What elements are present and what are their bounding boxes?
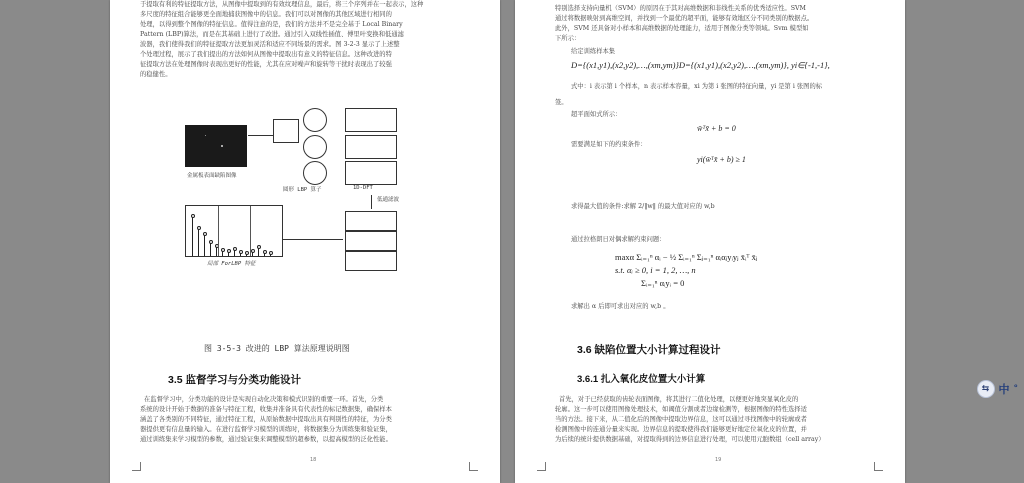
lbp-circle-2 [303,135,327,159]
signal-plot-1 [345,108,397,132]
hyperplane-label: 超平面如式所示： [571,111,622,118]
page-corner-mark [874,462,883,471]
paragraph-line: 于提取有利的特征提取方法，从图像中提取到的有效纹理信息，最后，将三个序列并在一起表示，这种 [140,1,424,8]
paragraph-line: 个处理过程，展示了我们提出的方法如何从图像中提取出有意义的特征信息。这种改进的特 [140,51,392,58]
equation-dual-constraint: s.t. αᵢ ≥ 0, i = 1, 2, …, n [615,265,696,275]
document-page-left [110,0,500,483]
equation-constraint: yi(w̄ᵀx̄ + b) ≥ 1 [697,155,746,164]
lbp-patch [273,119,299,143]
paragraph-line: 波器，我们使得我们的特征提取方法更加灵活和适应不同场景的需求。图 3-2-3 显示了上述整 [140,41,400,48]
section-heading-3-6-1: 3.6.1 扎入氧化皮位置大小计算 [577,374,706,385]
filtered-plot-1 [345,211,397,231]
section-heading-3-5: 3.5 监督学习与分类功能设计 [168,374,302,386]
paragraph-line: Pattern (LBP)算法，而是在其基础上进行了改进。通过引入双线性插值、傅里叶变换和低通滤 [140,31,404,38]
lbp-figure [185,105,425,275]
equation-dual-sum: Σᵢ₌₁ⁿ αᵢyᵢ = 0 [641,278,685,288]
maximize-label: 求得最大值的条件:求解 2/‖w‖ 的最大值对应的 w,b [571,203,715,210]
dots-icon[interactable]: ° [1013,384,1018,394]
ime-toolbar[interactable] [977,380,1019,398]
dual-label: 通过拉格朗日对偶求解约束问题： [571,236,666,243]
solve-label: 求解出 α 后即可求出对应的 w,b 。 [571,303,670,310]
paragraph-line: 多尺度的特征组合能够更全面地捕获图像中的信息。我们可以对图像的其他区域进行相同的 [140,11,392,18]
language-toggle[interactable]: 中 [998,383,1010,396]
page-number: 19 [715,457,722,463]
signal-plot-2 [345,135,397,159]
paragraph-line: 当的方法。接下来，从二值化后的图像中提取边界信息，这可以通过寻找图像中的轮廓或者 [555,416,807,423]
figure-caption: 图 3-5-3 改进的 LBP 算法原理说明图 [204,344,350,353]
paragraph-line: 涵盖了各类别的不同特征，通过特征工程，从原始数据中提取出具有判别性的特征，为分类 [140,416,392,423]
lbp-circle-3 [303,161,327,185]
page-number: 18 [310,457,317,463]
paragraph-line: 的稳健性。 [140,71,172,78]
equation-hyperplane: w̄ᵀx̄ + b = 0 [697,124,736,133]
equation-dataset: D={(x1,y1),(x2,y2),…,(xm,ym)}D={(x1,y1),(x2,y2),…,(xm,ym)}, yi∈{-1,-1}, [571,60,830,70]
paragraph-line: 系统的设计开始于数据的准备与特征工程，收集并准备具有代表性的标记数据集，确保样本 [140,406,392,413]
paragraph-line: 通过训练集来学习模型的参数，通过验证集来调整模型的超参数，以提高模型的泛化性能。 [140,436,392,443]
equation-dual-objective: maxα Σᵢ₌₁ⁿ αᵢ − ½ Σᵢ₌₁ⁿ Σⱼ₌₁ⁿ αᵢαⱼyᵢyⱼ x̄ᵢᵀ x̄ⱼ [615,252,758,262]
figure-label-lbp: 圆形 LBP 算子 [283,187,322,193]
paragraph-line: 通过将数据映射到高维空间，并找到一个最优的超平面，能够有效地区分不同类别的数据点。 [555,15,814,22]
paragraph-line: 特别选择支持向量机（SVM）的原因在于其对高维数据和非线性关系的优秀适应性。SVM [555,5,807,12]
filtered-plot-2 [345,231,397,251]
ime-icon[interactable]: ⇆ [977,380,995,398]
constraint-label: 需要满足如下的约束条件： [571,141,647,148]
training-set-label: 给定训练样本集 [571,48,616,55]
paragraph-line: 首先，对于已经获取的齿轮表面图像，将其进行二值化处理，以便更好地突显氧化皮的 [559,396,799,403]
page-corner-mark [537,462,546,471]
paragraph-line: 器提供更有信息量的输入。在进行监督学习模型的训练时，将数据集分为训练集和验证集， [140,426,392,433]
figure-label-lowpass: 低通滤波 [377,197,400,203]
page-corner-mark [469,462,478,471]
lbp-circle-1 [303,108,327,132]
metal-surface-image [185,125,247,167]
document-page-right [515,0,905,483]
page-corner-mark [132,462,141,471]
paragraph-line: 轮廓。这一步可以使用图像处理技术，如阈值分割或者边缘检测等，根据图像的特性选择适 [555,406,807,413]
paragraph-line: 下所示： [555,35,581,42]
paragraph-line: 此外，SVM 还具备对小样本和高维数据的处理能力，适用于图像分类等领域。Svm 模型如 [555,25,809,32]
paragraph-line: 处理，以得到整个图像的特征信息。值得注意的是，我们的方法并不是完全基于 Local Binary [140,21,403,28]
signal-plot-3 [345,161,397,185]
paragraph-line: 检测图像中的连通分量来实现。边界信息的提取使得我们能够更好地定位氧化皮的位置，并 [555,426,807,433]
figure-label-dft: 1D-DFT [353,185,373,191]
section-heading-3-6: 3.6 缺陷位置大小计算过程设计 [577,344,721,356]
paragraph-line: 签。 [555,99,568,106]
paragraph-line: 在监督学习中，分类功能的设计是实现自动化决策和模式识别的重要一环。首先，分类 [144,396,384,403]
paragraph-line: 式中：i 表示第 i 个样本，n 表示样本容量，xi 为第 i 张图的特征向量，yi 是第 i 张图的标 [571,83,823,90]
paragraph-line: 为后续的统计提供数据基础，对提取得到的边界信息进行处理，可以使用元胞数组（cell array） [555,436,825,443]
figure-label-histogram: 局部 ForLBP 特征 [207,261,256,267]
forlbp-histogram [185,205,283,257]
figure-label-image: 金属板表面缺陷图像 [187,173,237,179]
filtered-plot-3 [345,251,397,271]
paragraph-line: 征提取方法在处理图像时表现出更好的性能，尤其在应对噪声和旋转等干扰时表现出了较强 [140,61,392,68]
